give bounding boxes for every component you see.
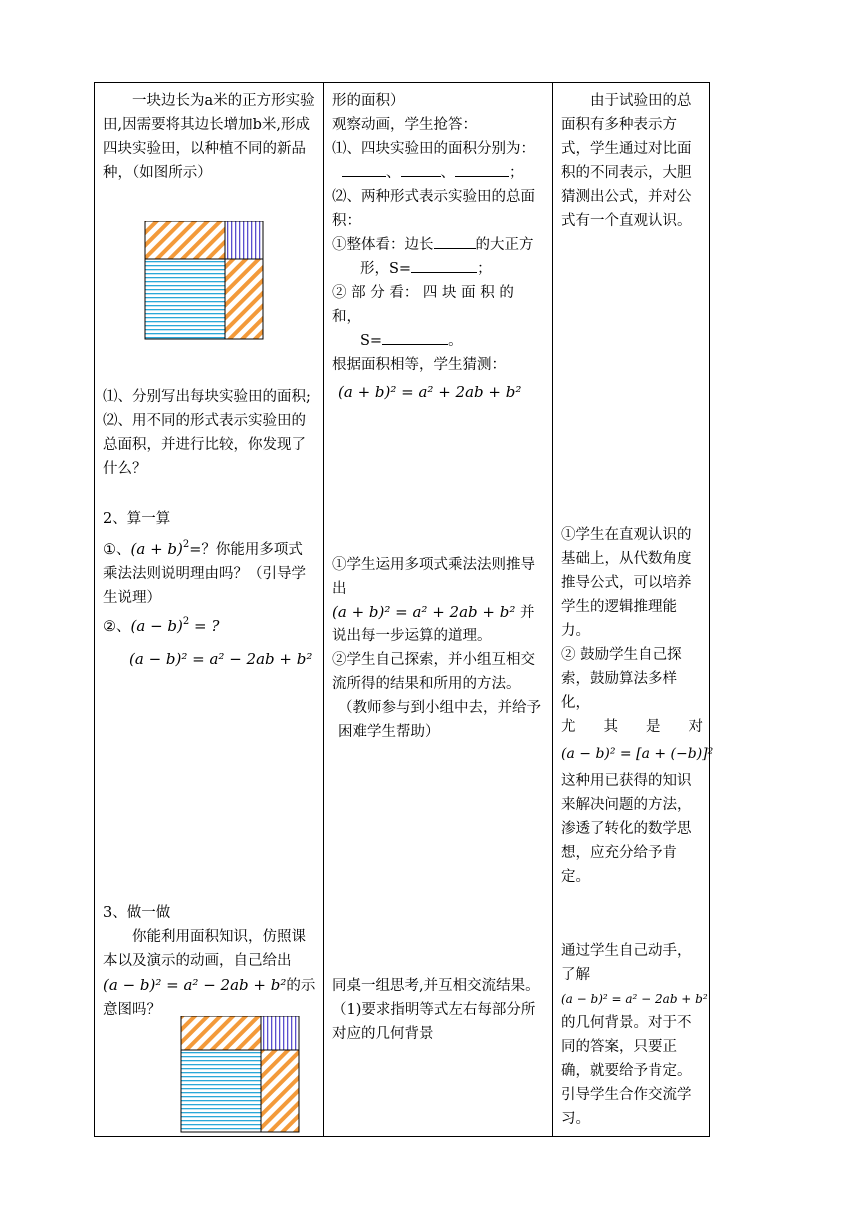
square-diagram-1 bbox=[103, 221, 303, 345]
square-diagram-2 bbox=[103, 1016, 303, 1136]
formula-a-plus-b: $(a + b)^2$ bbox=[130, 539, 190, 558]
activity-column bbox=[95, 83, 324, 1137]
intent-3b: 的几何背景。对于不同的答案，只要正确，就要给予肯定。 bbox=[561, 1015, 692, 1079]
design-intent-column bbox=[553, 83, 714, 1137]
intent-3a: 通过学生自己动手，了解 bbox=[561, 943, 692, 983]
section-3-text: 你能利用面积知识，仿照课本以及演示的动画，自己给出 bbox=[103, 929, 306, 969]
section-2-title: 2、算一算 bbox=[103, 511, 171, 527]
formula-a-plus-b-square: (a + b)² = a² + 2ab + b² bbox=[338, 383, 522, 401]
calc-item-2: ②、$(a - b)^2$ = ? bbox=[103, 616, 220, 635]
formula-geometric: (a − b)² = a² − 2ab + b² bbox=[561, 992, 708, 1006]
question-1: ⑴、分别写出每块实验田的面积; bbox=[103, 389, 311, 405]
calc-item-1: ①、$(a + b)^2=$？你能用多项式乘法法则说明理由吗？（引导学生说理） bbox=[103, 539, 306, 606]
lesson-table bbox=[94, 82, 714, 1137]
section-3-formula-line: (a − b)² = a² − 2ab + b²的示 bbox=[103, 976, 316, 994]
intro-text: 一块边长为a米的正方形实验田,因需要将其边长增加b米,形成四块实验田，以种植不同的新品种，（如图所示） bbox=[103, 93, 315, 181]
intent-2b: ② 鼓励学生自己探索，鼓励算法多样化， bbox=[561, 647, 682, 711]
formula-derived: (a + b)² = a² + 2ab + b² bbox=[332, 603, 516, 621]
intent-1: 由于试验田的总面积有多种表示方式，学生通过对比面积的不同表示，大胆猜测出公式，并对公式有一个直观认识。 bbox=[561, 93, 692, 229]
intent-2a: ①学生在直观认识的基础上，从代数角度推导公式，可以培养学生的逻辑推理能力。 bbox=[561, 527, 692, 639]
intent-2d: 这种用已获得的知识来解决问题的方法，渗透了转化的数学思想，应充分给予肯定。 bbox=[561, 773, 692, 885]
student-activity-column: 形的面积） 观察动画，学生抢答： ⑴、四块实验田的面积分别为： 、 、 ； ⑵、两种形式表示实验田的总面积： ①整体看：边长 的大正方 形，S= ； ② 部 分 看： 四 块 面 积 的 和， S= 。 根据面积相等，学生猜测： (a + b)² = a² + 2ab + b² ①学生运用多项式乘法法则推导出 (a + b)² = a² + 2ab + b² 并 说出每一步运算的道理。 ②学生自己探索，并小组互相交流所得的结果和所用的方法。 （教师参与到小组中去，并给予困难学生帮助） 同桌一组思考,并互相交流结果。 （1)要求指明等式左右每部分所对应的几何背景 bbox=[324, 83, 553, 1137]
formula-transform: (a − b)² = [a + (−b)]² bbox=[561, 746, 714, 762]
question-2: ⑵、用不同的形式表示实验田的总面积，并进行比较，你发现了什么？ bbox=[103, 413, 306, 477]
formula-square-difference: (a − b)² = a² − 2ab + b² bbox=[129, 650, 313, 668]
formula-a-minus-b: $(a - b)^2$ = ? bbox=[130, 616, 220, 635]
section-3-text-end: 意图吗？ bbox=[103, 1002, 161, 1018]
section-3-title: 3、做一做 bbox=[103, 905, 171, 921]
intent-3c: 引导学生合作交流学习。 bbox=[561, 1087, 692, 1127]
intent-2c: 尤 其 是 对 bbox=[561, 719, 703, 735]
area-blanks: 、 、 ； bbox=[332, 161, 546, 185]
